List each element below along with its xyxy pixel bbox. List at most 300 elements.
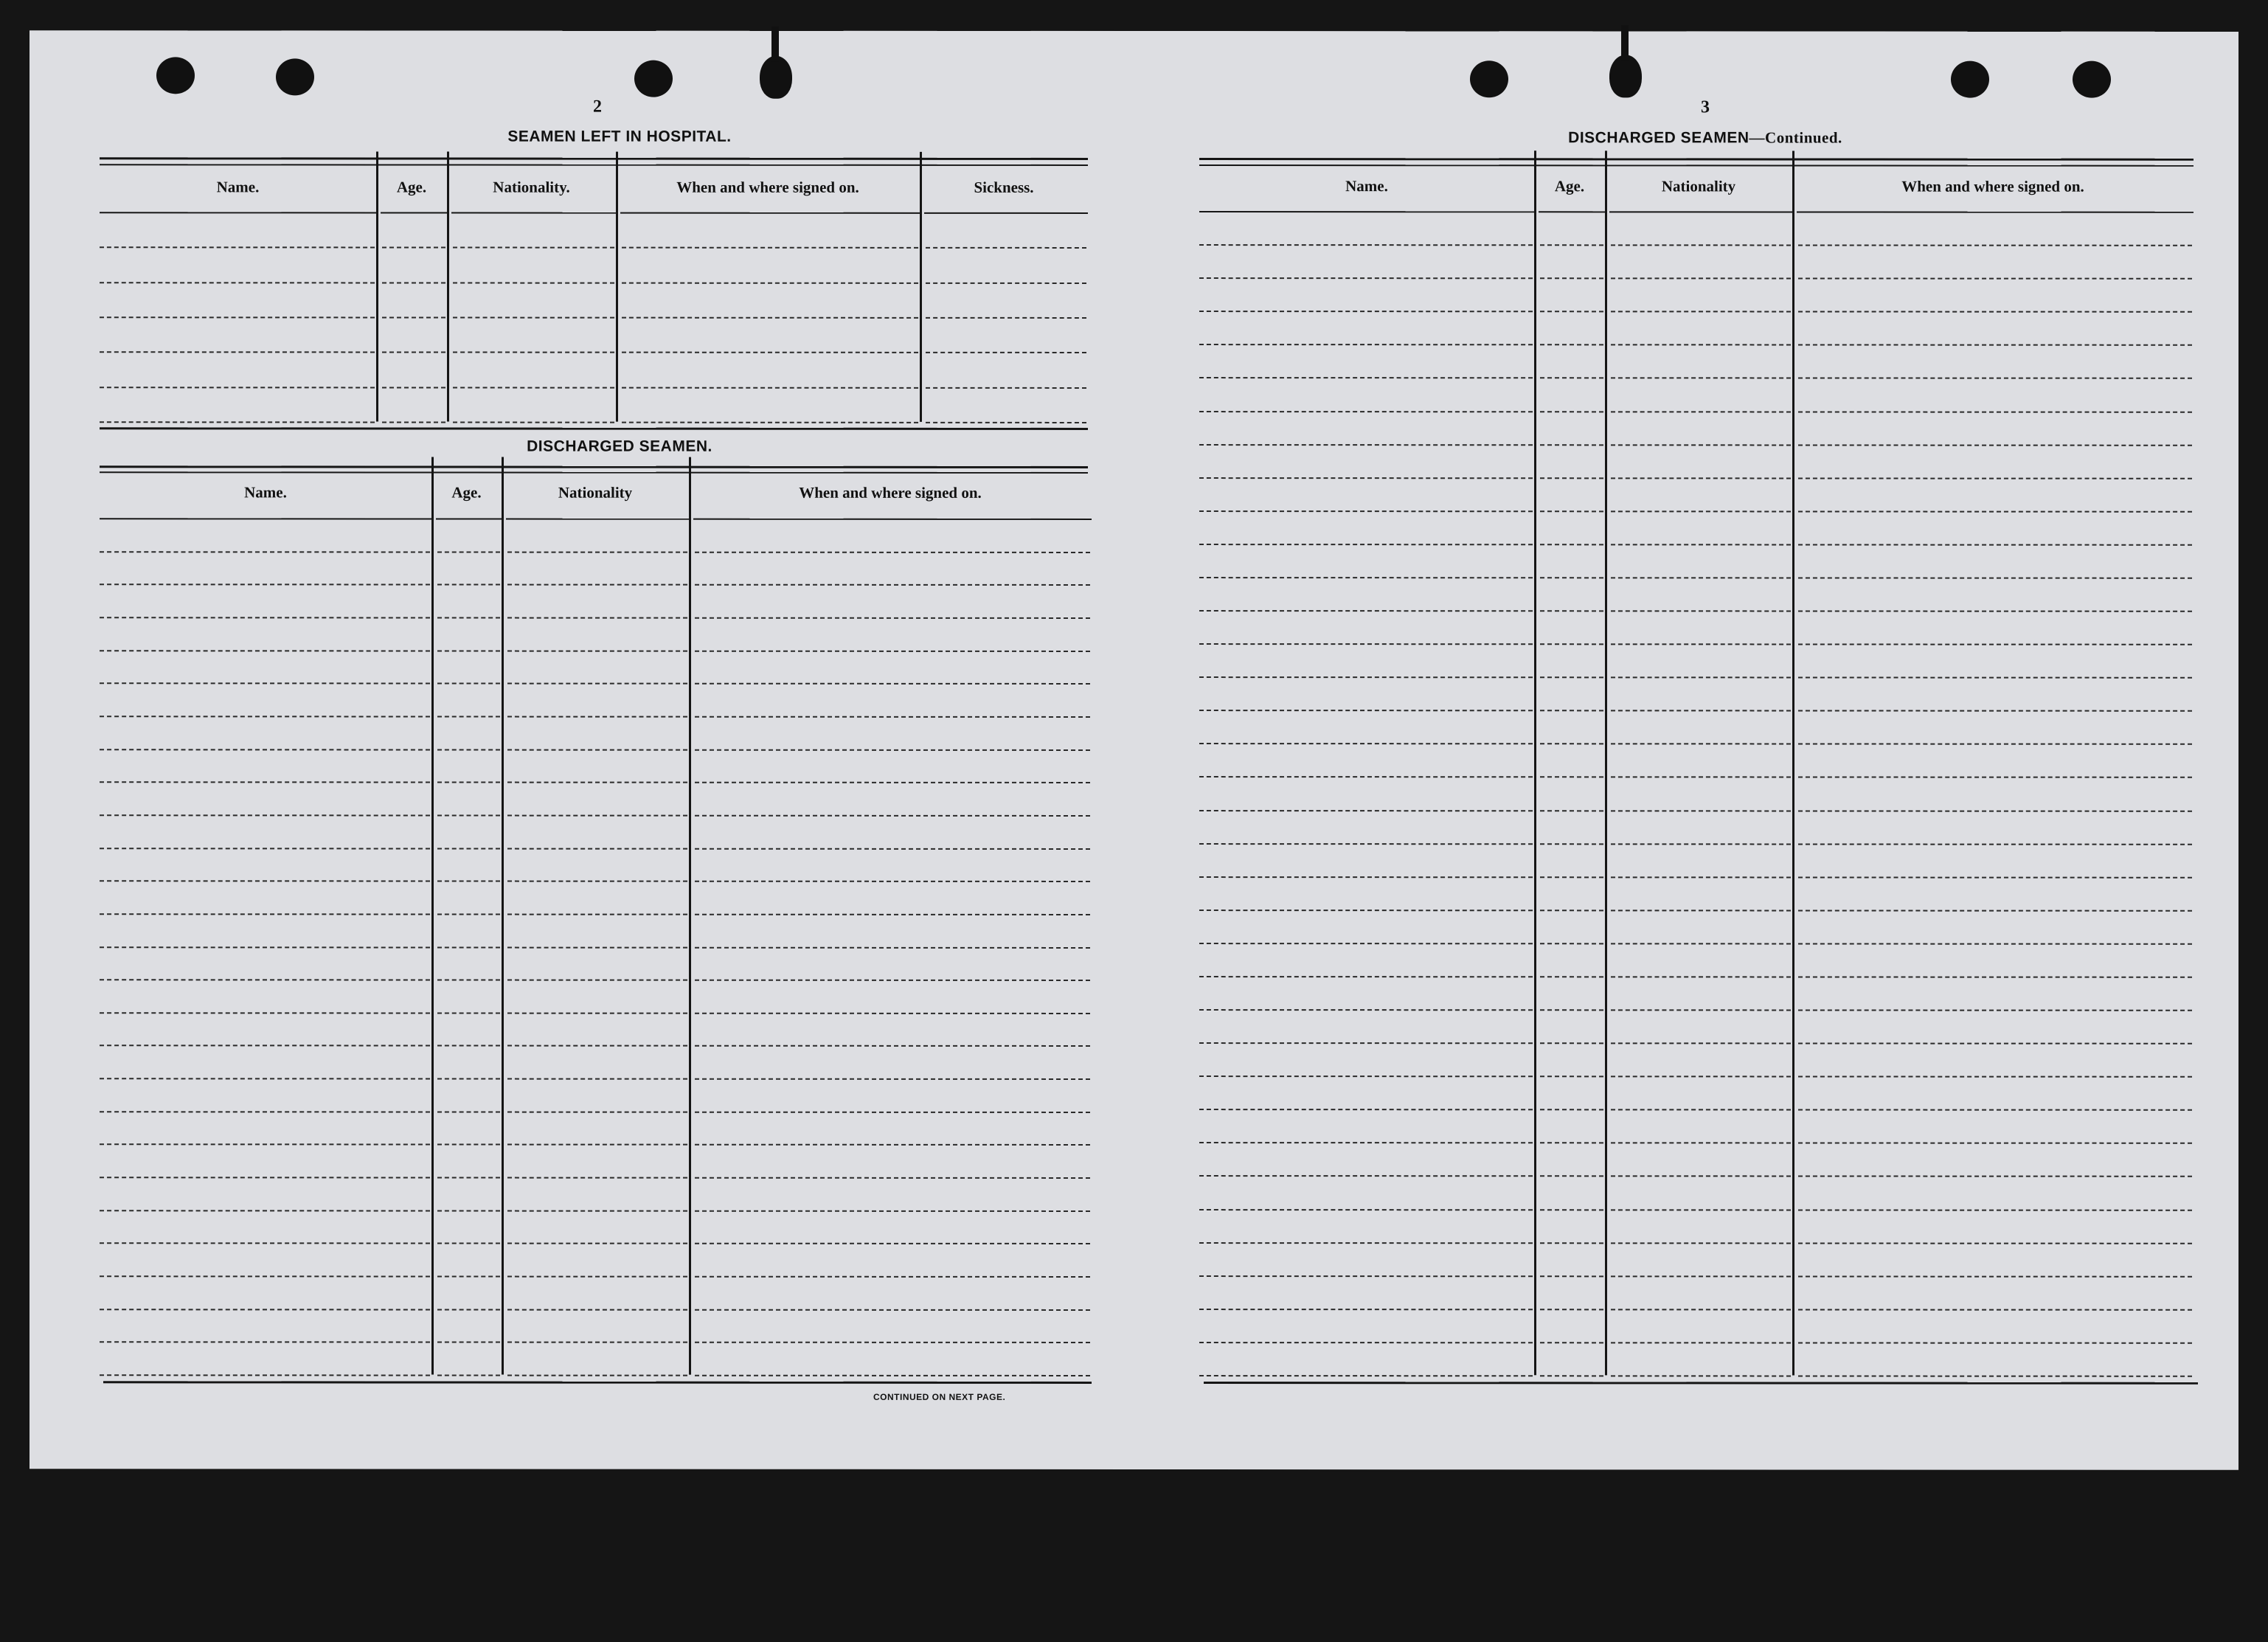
entry-line[interactable] — [1540, 976, 1603, 977]
entry-line[interactable] — [1611, 411, 1791, 412]
entry-line[interactable] — [100, 583, 430, 585]
entry-line[interactable] — [507, 914, 687, 915]
entry-line[interactable] — [1611, 1209, 1791, 1210]
entry-line[interactable] — [1798, 743, 2192, 744]
entry-line[interactable] — [437, 716, 500, 718]
entry-line[interactable] — [695, 584, 1090, 586]
entry-line[interactable] — [437, 651, 500, 652]
entry-line[interactable] — [1540, 776, 1603, 777]
entry-line[interactable] — [100, 1275, 430, 1277]
entry-line[interactable] — [437, 1375, 500, 1376]
entry-line[interactable] — [507, 1177, 687, 1179]
entry-line[interactable] — [1611, 377, 1791, 378]
entry-line[interactable] — [100, 1242, 430, 1244]
entry-line[interactable] — [695, 1342, 1090, 1343]
entry-line[interactable] — [622, 352, 918, 353]
punch-hole — [1470, 60, 1508, 97]
entry-line[interactable] — [1798, 244, 2192, 246]
entry-line[interactable] — [437, 881, 500, 882]
column-divider — [447, 152, 449, 422]
entry-line[interactable] — [1540, 1075, 1603, 1077]
entry-line[interactable] — [1611, 1075, 1791, 1077]
entry-line[interactable] — [1611, 876, 1791, 878]
entry-line[interactable] — [1540, 1275, 1603, 1277]
entry-line[interactable] — [100, 1309, 430, 1310]
entry-line[interactable] — [1798, 1342, 2192, 1343]
entry-line[interactable] — [507, 1112, 687, 1113]
entry-line[interactable] — [1540, 876, 1603, 878]
entry-line[interactable] — [1798, 1309, 2192, 1310]
entry-line[interactable] — [1611, 743, 1791, 744]
entry-line[interactable] — [1199, 976, 1533, 977]
entry-line[interactable] — [100, 1210, 430, 1211]
entry-line[interactable] — [100, 387, 375, 388]
entry-line[interactable] — [1540, 1109, 1603, 1110]
entry-line[interactable] — [1798, 1375, 2192, 1376]
entry-line[interactable] — [1798, 544, 2192, 545]
entry-line[interactable] — [1798, 477, 2192, 479]
entry-line[interactable] — [926, 247, 1086, 249]
entry-line[interactable] — [622, 247, 918, 249]
entry-line[interactable] — [100, 1341, 430, 1343]
entry-line[interactable] — [1540, 743, 1603, 744]
entry-line[interactable] — [1798, 1009, 2192, 1011]
entry-line[interactable] — [507, 552, 687, 553]
entry-line[interactable] — [1540, 943, 1603, 944]
entry-line[interactable] — [1798, 876, 2192, 878]
column-header-rule — [1199, 211, 1534, 212]
entry-line[interactable] — [1199, 344, 1533, 345]
entry-line[interactable] — [1199, 577, 1533, 578]
entry-line[interactable] — [507, 584, 687, 586]
entry-line[interactable] — [1798, 910, 2192, 911]
entry-line[interactable] — [1611, 1042, 1791, 1044]
column-header: Name. — [1345, 177, 1388, 195]
entry-line[interactable] — [1611, 710, 1791, 711]
entry-line[interactable] — [1540, 477, 1603, 479]
entry-line[interactable] — [100, 650, 430, 651]
entry-line[interactable] — [1798, 610, 2192, 612]
entry-line[interactable] — [437, 782, 500, 783]
entry-line[interactable] — [1798, 776, 2192, 777]
entry-line[interactable] — [453, 352, 614, 353]
entry-line[interactable] — [1611, 544, 1791, 545]
entry-line[interactable] — [1611, 1109, 1791, 1110]
column-header-rule — [924, 212, 1088, 214]
entry-line[interactable] — [1798, 810, 2192, 811]
entry-line[interactable] — [1611, 910, 1791, 911]
entry-line[interactable] — [1199, 943, 1533, 944]
entry-line[interactable] — [1540, 610, 1603, 612]
entry-line[interactable] — [453, 317, 614, 319]
entry-line[interactable] — [1798, 444, 2192, 446]
entry-line[interactable] — [100, 1111, 430, 1112]
entry-line[interactable] — [1540, 1342, 1603, 1343]
entry-line[interactable] — [1199, 1342, 1533, 1343]
entry-line[interactable] — [1199, 610, 1533, 612]
entry-line[interactable] — [437, 683, 500, 685]
entry-line[interactable] — [437, 584, 500, 586]
entry-line[interactable] — [1540, 1042, 1603, 1044]
entry-line[interactable] — [1199, 1109, 1533, 1110]
entry-line[interactable] — [507, 1309, 687, 1311]
entry-line[interactable] — [453, 387, 614, 389]
entry-line[interactable] — [1199, 311, 1533, 312]
entry-line[interactable] — [695, 1144, 1090, 1146]
entry-line[interactable] — [437, 1309, 500, 1311]
entry-line[interactable] — [1611, 277, 1791, 279]
entry-line[interactable] — [100, 1177, 430, 1178]
entry-line[interactable] — [437, 1210, 500, 1212]
entry-line[interactable] — [1798, 1075, 2192, 1077]
entry-line[interactable] — [1199, 710, 1533, 711]
entry-line[interactable] — [1540, 411, 1603, 412]
entry-line[interactable] — [1798, 1242, 2192, 1244]
entry-line[interactable] — [507, 617, 687, 619]
entry-line[interactable] — [100, 246, 375, 248]
entry-line[interactable] — [1199, 1275, 1533, 1277]
entry-line[interactable] — [1798, 311, 2192, 312]
entry-line[interactable] — [1611, 643, 1791, 645]
entry-line[interactable] — [926, 317, 1086, 319]
entry-line[interactable] — [1798, 411, 2192, 412]
entry-line[interactable] — [926, 422, 1086, 423]
entry-line[interactable] — [1798, 643, 2192, 645]
entry-line[interactable] — [695, 1375, 1090, 1376]
entry-line[interactable] — [622, 422, 918, 423]
entry-line[interactable] — [695, 552, 1090, 553]
entry-line[interactable] — [1611, 344, 1791, 345]
entry-line[interactable] — [507, 749, 687, 751]
entry-line[interactable] — [1611, 1309, 1791, 1310]
entry-line[interactable] — [507, 1078, 687, 1080]
entry-line[interactable] — [1199, 477, 1533, 479]
entry-line[interactable] — [926, 352, 1086, 353]
entry-line[interactable] — [1199, 1175, 1533, 1177]
entry-line[interactable] — [1798, 1209, 2192, 1210]
entry-line[interactable] — [507, 1045, 687, 1047]
entry-line[interactable] — [507, 1013, 687, 1014]
entry-line[interactable] — [1199, 676, 1533, 678]
entry-line[interactable] — [1199, 643, 1533, 645]
entry-line[interactable] — [1611, 1275, 1791, 1277]
entry-line[interactable] — [1611, 843, 1791, 845]
entry-line[interactable] — [1798, 1042, 2192, 1044]
entry-line[interactable] — [437, 980, 500, 981]
entry-line[interactable] — [1199, 1075, 1533, 1077]
column-divider — [616, 152, 618, 422]
entry-line[interactable] — [1199, 1375, 1533, 1376]
entry-line[interactable] — [437, 1112, 500, 1113]
entry-line[interactable] — [695, 1013, 1090, 1014]
entry-line[interactable] — [1798, 377, 2192, 378]
entry-line[interactable] — [100, 1045, 430, 1046]
entry-line[interactable] — [507, 716, 687, 718]
column-divider — [1534, 150, 1536, 1375]
entry-line[interactable] — [1798, 1275, 2192, 1277]
entry-line[interactable] — [437, 1276, 500, 1278]
entry-line[interactable] — [1199, 244, 1533, 246]
entry-line[interactable] — [695, 1276, 1090, 1278]
entry-line[interactable] — [453, 283, 614, 284]
entry-line[interactable] — [926, 387, 1086, 389]
header-rule — [1199, 158, 2194, 161]
continued-note: CONTINUED ON NEXT PAGE. — [873, 1391, 1006, 1402]
entry-line[interactable] — [695, 815, 1090, 817]
entry-line[interactable] — [1199, 1242, 1533, 1244]
entry-line[interactable] — [1540, 344, 1603, 345]
entry-line[interactable] — [100, 880, 430, 881]
entry-line[interactable] — [100, 979, 430, 980]
entry-line[interactable] — [1540, 377, 1603, 378]
entry-line[interactable] — [507, 782, 687, 783]
column-header-rule — [1797, 211, 2194, 212]
entry-line[interactable] — [1611, 1009, 1791, 1011]
entry-line[interactable] — [1611, 776, 1791, 777]
entry-line[interactable] — [1540, 510, 1603, 512]
entry-line[interactable] — [100, 781, 430, 783]
entry-line[interactable] — [382, 246, 445, 248]
entry-line[interactable] — [1199, 510, 1533, 512]
entry-line[interactable] — [1611, 976, 1791, 977]
entry-line[interactable] — [1798, 710, 2192, 711]
column-header: Nationality — [558, 483, 633, 502]
entry-line[interactable] — [1199, 810, 1533, 811]
column-header-rule — [1539, 211, 1605, 212]
entry-line[interactable] — [695, 914, 1090, 915]
entry-line[interactable] — [1540, 1175, 1603, 1177]
punch-hole — [2073, 61, 2111, 98]
entry-line[interactable] — [695, 1210, 1090, 1212]
entry-line[interactable] — [695, 617, 1090, 619]
entry-line[interactable] — [437, 947, 500, 949]
entry-line[interactable] — [437, 552, 500, 553]
entry-line[interactable] — [100, 1012, 430, 1014]
entry-line[interactable] — [1540, 643, 1603, 645]
entry-line[interactable] — [1199, 910, 1533, 911]
entry-line[interactable] — [695, 683, 1090, 685]
hospital-section-title: SEAMEN LEFT IN HOSPITAL. — [507, 128, 732, 145]
entry-line[interactable] — [1199, 1042, 1533, 1044]
entry-line[interactable] — [100, 1078, 430, 1079]
entry-line[interactable] — [1611, 477, 1791, 479]
entry-line[interactable] — [507, 651, 687, 652]
entry-line[interactable] — [453, 422, 614, 423]
entry-line[interactable] — [695, 980, 1090, 981]
entry-line[interactable] — [1540, 710, 1603, 711]
entry-line[interactable] — [1199, 444, 1533, 446]
entry-line[interactable] — [1798, 1109, 2192, 1110]
entry-line[interactable] — [507, 1243, 687, 1244]
title-suffix: —Continued. — [1749, 128, 1842, 147]
entry-line[interactable] — [1540, 810, 1603, 811]
entry-line[interactable] — [695, 881, 1090, 882]
column-header-rule — [100, 518, 431, 519]
entry-line[interactable] — [1611, 510, 1791, 512]
entry-line[interactable] — [1611, 244, 1791, 246]
entry-line[interactable] — [1611, 1375, 1791, 1376]
entry-line[interactable] — [695, 651, 1090, 652]
entry-line[interactable] — [695, 1309, 1090, 1311]
entry-line[interactable] — [1540, 910, 1603, 911]
entry-line[interactable] — [1199, 1009, 1533, 1011]
entry-line[interactable] — [1199, 876, 1533, 878]
entry-line[interactable] — [1540, 577, 1603, 578]
entry-line[interactable] — [695, 1045, 1090, 1047]
entry-line[interactable] — [100, 814, 430, 816]
column-divider — [431, 457, 434, 1375]
entry-line[interactable] — [507, 848, 687, 850]
entry-line[interactable] — [1540, 311, 1603, 312]
entry-line[interactable] — [1540, 843, 1603, 845]
entry-line[interactable] — [437, 1078, 500, 1080]
entry-line[interactable] — [1798, 344, 2192, 345]
entry-line[interactable] — [507, 1144, 687, 1146]
entry-line[interactable] — [100, 716, 430, 717]
entry-line[interactable] — [1798, 277, 2192, 279]
entry-line[interactable] — [507, 881, 687, 882]
entry-line[interactable] — [622, 317, 918, 319]
entry-line[interactable] — [1540, 676, 1603, 678]
entry-line[interactable] — [1199, 776, 1533, 777]
entry-line[interactable] — [100, 749, 430, 750]
entry-line[interactable] — [1798, 1175, 2192, 1177]
entry-line[interactable] — [1611, 1242, 1791, 1244]
entry-line[interactable] — [1798, 976, 2192, 977]
section-rule — [100, 471, 1088, 474]
entry-line[interactable] — [437, 1342, 500, 1343]
entry-line[interactable] — [100, 617, 430, 618]
entry-line[interactable] — [1199, 411, 1533, 412]
entry-line[interactable] — [507, 1342, 687, 1343]
entry-line[interactable] — [695, 1112, 1090, 1113]
entry-line[interactable] — [100, 282, 375, 283]
entry-line[interactable] — [1611, 311, 1791, 312]
entry-line[interactable] — [1611, 610, 1791, 612]
entry-line[interactable] — [100, 1143, 430, 1145]
entry-line[interactable] — [695, 1078, 1090, 1080]
entry-line[interactable] — [926, 283, 1086, 284]
column-header-rule — [693, 519, 1092, 520]
entry-line[interactable] — [100, 682, 430, 684]
entry-line[interactable] — [100, 946, 430, 948]
entry-line[interactable] — [437, 749, 500, 751]
entry-line[interactable] — [437, 1013, 500, 1014]
entry-line[interactable] — [382, 351, 445, 353]
entry-line[interactable] — [507, 947, 687, 949]
entry-line[interactable] — [100, 351, 375, 353]
entry-line[interactable] — [100, 316, 375, 318]
column-header: Name. — [216, 178, 260, 196]
column-header-rule — [381, 212, 447, 213]
entry-line[interactable] — [507, 815, 687, 817]
entry-line[interactable] — [453, 247, 614, 249]
entry-line[interactable] — [1611, 444, 1791, 446]
title-main: DISCHARGED SEAMEN — [1568, 129, 1749, 147]
entry-line[interactable] — [100, 913, 430, 915]
entry-line[interactable] — [382, 316, 445, 318]
entry-line[interactable] — [695, 1177, 1090, 1179]
entry-line[interactable] — [1611, 810, 1791, 811]
entry-line[interactable] — [1199, 1142, 1533, 1143]
entry-line[interactable] — [1798, 510, 2192, 512]
entry-line[interactable] — [507, 1276, 687, 1278]
entry-line[interactable] — [507, 1375, 687, 1376]
entry-line[interactable] — [1611, 1142, 1791, 1143]
entry-line[interactable] — [1540, 544, 1603, 545]
entry-line[interactable] — [382, 387, 445, 388]
entry-line[interactable] — [507, 980, 687, 981]
entry-line[interactable] — [1798, 1142, 2192, 1143]
entry-line[interactable] — [1611, 1175, 1791, 1177]
entry-line[interactable] — [695, 1243, 1090, 1244]
entry-line[interactable] — [1199, 743, 1533, 744]
punch-hole — [634, 60, 673, 97]
column-header-rule — [620, 212, 920, 214]
column-header-rule — [506, 519, 689, 520]
entry-line[interactable] — [1611, 1342, 1791, 1343]
entry-line[interactable] — [1199, 277, 1533, 279]
entry-line[interactable] — [695, 782, 1090, 783]
entry-line[interactable] — [1540, 277, 1603, 279]
entry-line[interactable] — [695, 716, 1090, 718]
entry-line[interactable] — [1199, 377, 1533, 378]
entry-line[interactable] — [507, 1210, 687, 1212]
entry-line[interactable] — [1199, 843, 1533, 845]
entry-line[interactable] — [1798, 843, 2192, 845]
entry-line[interactable] — [437, 914, 500, 915]
entry-line[interactable] — [622, 387, 918, 389]
entry-line[interactable] — [1540, 244, 1603, 246]
entry-line[interactable] — [100, 421, 375, 423]
entry-line[interactable] — [1540, 1142, 1603, 1143]
entry-line[interactable] — [1611, 943, 1791, 944]
entry-line[interactable] — [1199, 1209, 1533, 1210]
entry-line[interactable] — [695, 947, 1090, 949]
entry-line[interactable] — [1199, 1309, 1533, 1310]
entry-line[interactable] — [1540, 1242, 1603, 1244]
entry-line[interactable] — [437, 1177, 500, 1179]
entry-line[interactable] — [437, 617, 500, 619]
entry-line[interactable] — [437, 1045, 500, 1047]
entry-line[interactable] — [1611, 577, 1791, 578]
entry-line[interactable] — [1540, 444, 1603, 446]
entry-line[interactable] — [437, 815, 500, 817]
entry-line[interactable] — [1199, 544, 1533, 545]
entry-line[interactable] — [382, 421, 445, 423]
entry-line[interactable] — [437, 848, 500, 850]
entry-line[interactable] — [1540, 1375, 1603, 1376]
entry-line[interactable] — [1798, 943, 2192, 944]
entry-line[interactable] — [507, 683, 687, 685]
entry-line[interactable] — [100, 1374, 430, 1376]
entry-line[interactable] — [1540, 1009, 1603, 1011]
entry-line[interactable] — [695, 749, 1090, 751]
entry-line[interactable] — [1798, 577, 2192, 578]
column-header: Name. — [244, 483, 287, 502]
entry-line[interactable] — [1611, 676, 1791, 678]
entry-line[interactable] — [100, 551, 430, 552]
entry-line[interactable] — [622, 283, 918, 284]
entry-line[interactable] — [1540, 1209, 1603, 1210]
entry-line[interactable] — [437, 1144, 500, 1146]
entry-line[interactable] — [382, 282, 445, 283]
entry-line[interactable] — [1540, 1309, 1603, 1310]
entry-line[interactable] — [1798, 676, 2192, 678]
entry-line[interactable] — [100, 848, 430, 849]
entry-line[interactable] — [437, 1243, 500, 1244]
entry-line[interactable] — [695, 848, 1090, 850]
